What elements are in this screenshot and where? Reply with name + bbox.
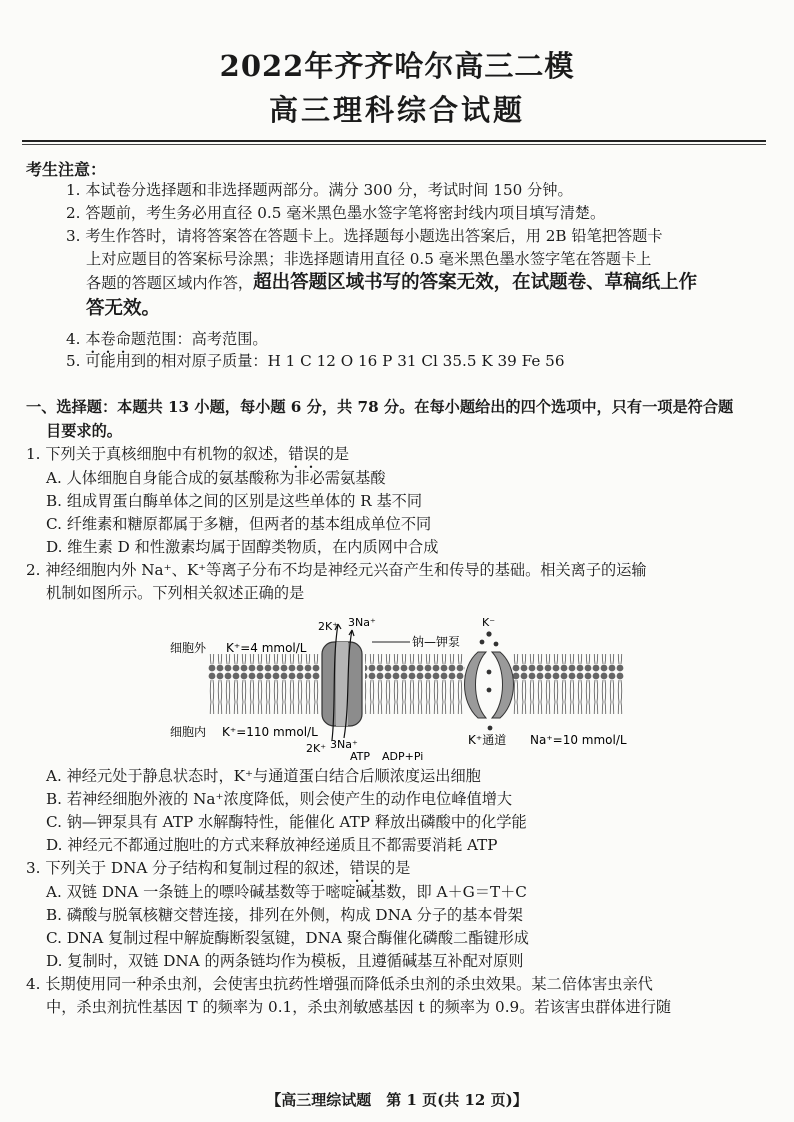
- section-heading-cont: 目要求的。: [46, 422, 122, 440]
- k-channel-left: [465, 652, 487, 718]
- exam-subtitle: 高三理科综合试题: [268, 93, 525, 127]
- label-pump: 钠—钾泵: [412, 635, 461, 649]
- label-outside: 细胞外: [170, 641, 207, 655]
- q2-option-b: B. 若神经细胞外液的 Na⁺浓度降低，则会使产生的动作电位峰值增大: [46, 790, 513, 808]
- label-2k-top: 2K⁺: [318, 620, 339, 633]
- label-2k-bottom: 2K⁺: [306, 742, 327, 755]
- label-na-inside: Na⁺=10 mmol/L: [530, 733, 627, 747]
- page-footer: 【高三理综试题 第 1 页(共 12 页)】: [266, 1091, 528, 1109]
- question-1-stem: 1. 下列关于真核细胞中有机物的叙述，错误的是: [26, 445, 350, 463]
- note-3: 3. 考生作答时，请将答案答在答题卡上。选择题每小题选出答案后，用 2B 铅笔把答题卡: [66, 227, 663, 245]
- notes-heading: 考生注意：: [26, 160, 107, 179]
- divider: [22, 144, 766, 145]
- membrane-left: [208, 654, 320, 714]
- q3-option-a: A. 双链 DNA 一条链上的嘌呤碱基数等于嘧啶碱基数，即 A＋G＝T＋C: [46, 883, 527, 901]
- q3-option-d: D. 复制时，双链 DNA 的两条链均作为模板，且遵循碱基互补配对原则: [46, 952, 524, 970]
- note-1: 1. 本试卷分选择题和非选择题两部分。满分 300 分，考试时间 150 分钟。: [66, 181, 573, 199]
- note-2: 2. 答题前，考生务必用直径 0.5 毫米黑色墨水签字笔将密封线内项目填写清楚。: [66, 204, 606, 222]
- divider: [22, 140, 766, 142]
- question-2-stem: 2. 神经细胞内外 Na⁺、K⁺等离子分布不均是神经元兴奋产生和传导的基础。相关离子的运输: [26, 561, 647, 579]
- q1-option-d: D. 维生素 D 和性激素均属于固醇类物质，在内质网中合成: [46, 538, 439, 556]
- label-k-minus: K⁻: [482, 616, 496, 629]
- note-4: 4. 本卷命题范围：高考范围。: [66, 330, 268, 348]
- label-k-outside: K⁺=4 mmol/L: [226, 641, 307, 655]
- question-2-stem-cont: 机制如图所示。下列相关叙述正确的是: [46, 584, 305, 602]
- membrane-middle: [365, 654, 465, 714]
- q3-option-c: C. DNA 复制过程中解旋酶断裂氢键，DNA 聚合酶催化磷酸二酯键形成: [46, 929, 529, 947]
- q3-option-b: B. 磷酸与脱氧核糖交替连接，排列在外侧，构成 DNA 分子的基本骨架: [46, 906, 523, 924]
- label-k-inside: K⁺=110 mmol/L: [222, 725, 318, 739]
- q2-option-c: C. 钠—钾泵具有 ATP 水解酶特性，能催化 ATP 释放出磷酸中的化学能: [46, 813, 527, 831]
- label-adp: ADP+Pi: [382, 750, 424, 762]
- note-3-cont: 各题的答题区域内作答，超出答题区域书写的答案无效，在试题卷、草稿纸上作: [86, 272, 698, 293]
- section-heading: 一、选择题：本题共 13 小题，每小题 6 分，共 78 分。在每小题给出的四个选项中，只有一项是符合题: [26, 398, 734, 416]
- question-4-stem-cont: 中，杀虫剂抗性基因 T 的频率为 0.1，杀虫剂敏感基因 t 的频率为 0.9。若该害虫群体进行随: [46, 998, 672, 1016]
- q1-option-c: C. 纤维素和糖原都属于多糖，但两者的基本组成单位不同: [46, 515, 432, 533]
- note-3-cont: 上对应题目的答案标号涂黑；非选择题请用直径 0.5 毫米黑色墨水签字笔在答题卡上: [86, 250, 652, 268]
- label-3na-top: 3Na⁺: [348, 616, 376, 629]
- label-k-channel: K⁺通道: [468, 733, 507, 747]
- note-3-emphasis: 超出答题区域书写的答案无效，在试题卷、草稿纸上作: [253, 272, 698, 293]
- question-4-stem: 4. 长期使用同一种杀虫剂，会使害虫抗药性增强而降低杀虫剂的杀虫效果。某二倍体害虫亲代: [26, 975, 653, 993]
- label-3na-bottom: 3Na⁺: [330, 738, 358, 751]
- question-3-stem: 3. 下列关于 DNA 分子结构和复制过程的叙述，错误的是: [26, 859, 411, 877]
- q2-option-d: D. 神经元不都通过胞吐的方式来释放神经递质且不都需要消耗 ATP: [46, 836, 498, 854]
- q1-option-a: A. 人体细胞自身能合成的氨基酸称为非必需氨基酸: [46, 469, 386, 487]
- note-3-emphasis-end: 答无效。: [86, 298, 161, 319]
- label-inside: 细胞内: [170, 725, 207, 739]
- label-atp: ATP: [350, 750, 371, 762]
- q1-option-b: B. 组成胃蛋白酶单体之间的区别是这些单体的 R 基不同: [46, 492, 423, 510]
- membrane-right: [512, 654, 624, 714]
- ion-transport-figure: [160, 612, 640, 762]
- note-5: 5. 可能用到的相对原子质量：H 1 C 12 O 16 P 31 Cl 35.5 K 39 Fe 56: [66, 352, 565, 370]
- k-channel-right: [492, 652, 514, 718]
- q2-option-a: A. 神经元处于静息状态时，K⁺与通道蛋白结合后顺浓度运出细胞: [46, 767, 481, 785]
- exam-title: 2022年齐齐哈尔高三二模: [219, 49, 575, 83]
